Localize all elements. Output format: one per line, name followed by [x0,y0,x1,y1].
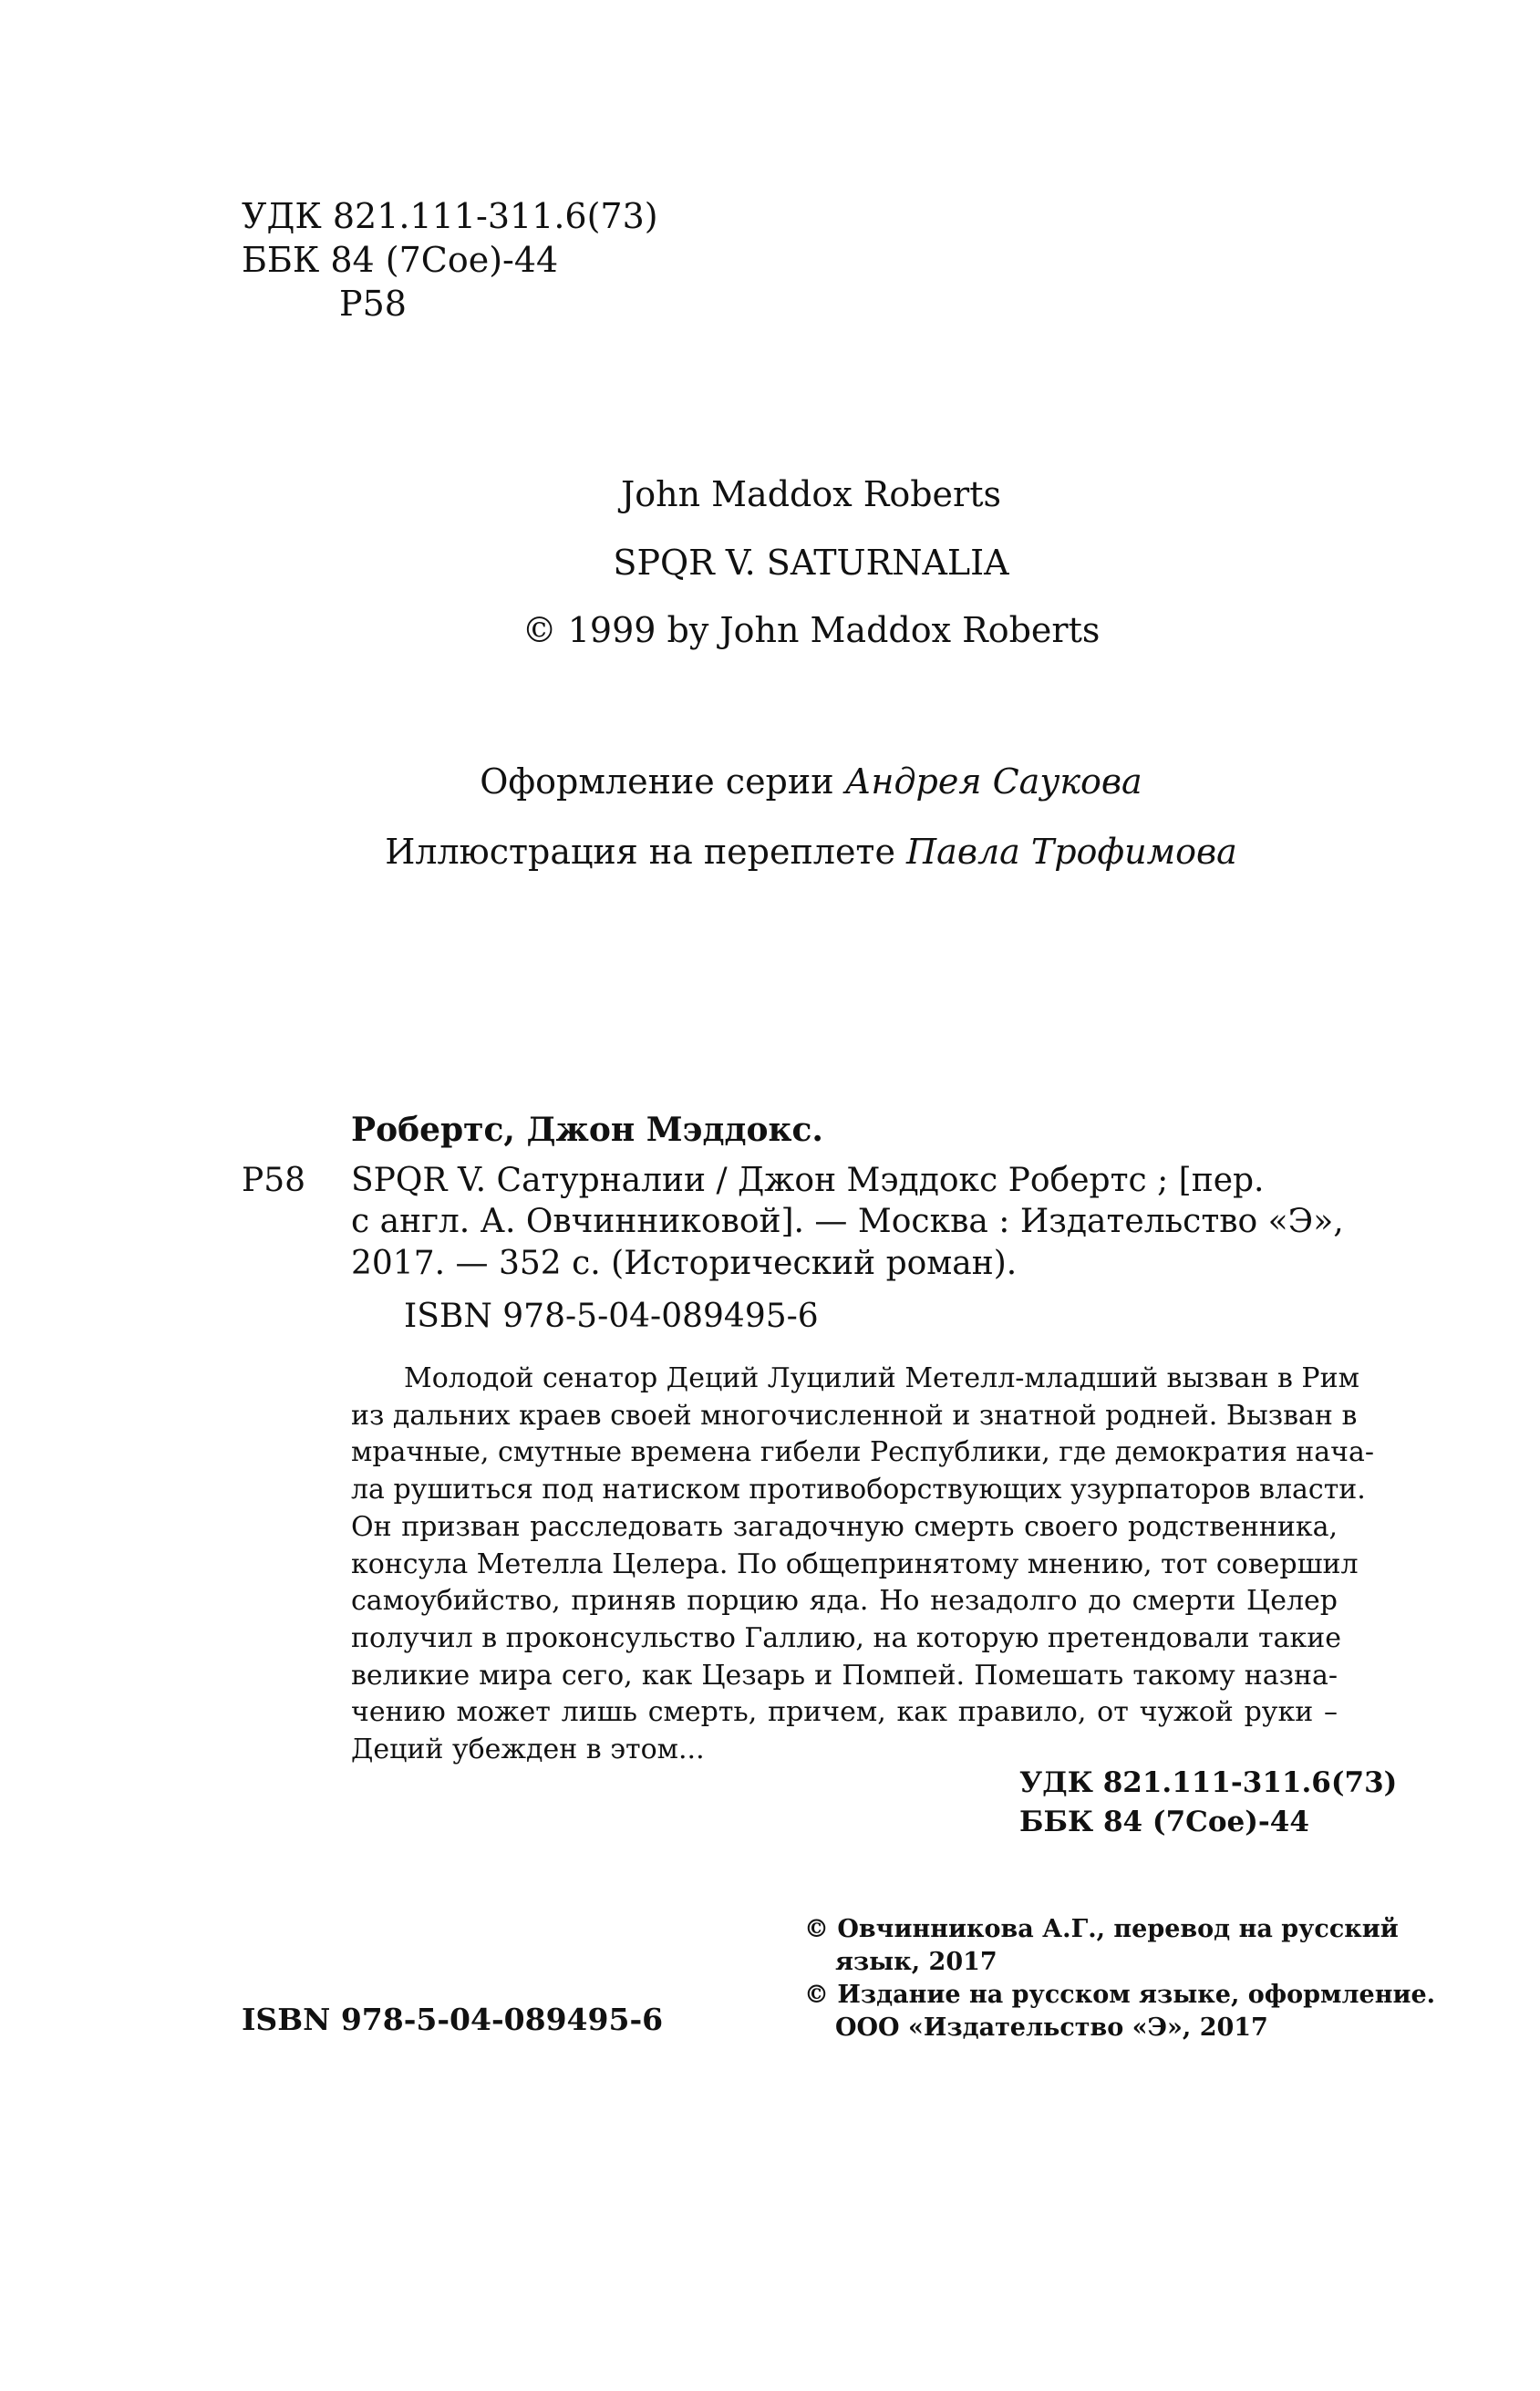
original-author: John Maddox Roberts [621,474,1001,514]
udk-code-bottom: УДК 821.111-311.6(73) [1019,1766,1398,1799]
original-copyright: © 1999 by John Maddox Roberts [522,610,1101,650]
bibliographic-code: Р58 [242,1162,306,1199]
translation-copyright: © Овчинникова А.Г., перевод на русский [804,1915,1399,1943]
annotation-line: консула Метелла Целера. По общепринятому мнению, тот совершил [351,1547,1359,1580]
bibliographic-line: SPQR V. Сатурналии / Джон Мэддокс Робертс ; [пер. [351,1162,1265,1199]
translation-copyright: язык, 2017 [835,1948,997,1976]
series-design-credit [0,761,1540,802]
bibliographic-line: с англ. А. Овчинниковой]. — Москва : Издательство «Э», [351,1203,1344,1240]
cover-illustration-label: Иллюстрация на переплете [385,832,895,872]
bibliographic-line: 2017. — 352 с. (Исторический роман). [351,1245,1018,1282]
bbk-code-bottom: ББК 84 (7Сое)-44 [1019,1806,1309,1838]
cover-illustration-credit [0,832,1540,872]
bibliographic-author: Робертс, Джон Мэддокс. [351,1111,823,1149]
annotation-line: великие мира сего, как Цезарь и Помпей. Помешать такому назна- [351,1659,1338,1692]
isbn-bottom: ISBN 978-5-04-089495-6 [242,2002,664,2037]
udk-code: УДК 821.111-311.6(73) [242,196,658,236]
edition-copyright: ООО «Издательство «Э», 2017 [835,2013,1268,2042]
series-design-label: Оформление серии [480,761,834,802]
bbk-code: ББК 84 (7Сое)-44 [242,240,559,280]
annotation-line: чению может лишь смерть, причем, как правило, от чужой руки – [351,1696,1338,1729]
bibliographic-isbn: ISBN 978-5-04-089495-6 [404,1298,819,1335]
annotation-line: самоубийство, приняв порцию яда. Но незадолго до смерти Целер [351,1585,1338,1618]
annotation-line: Молодой сенатор Деций Луцилий Метелл-младший вызван в Рим [404,1362,1359,1394]
author-sign-code: Р58 [339,284,407,324]
annotation-line: Он призван расследовать загадочную смерть своего родственника, [351,1510,1338,1543]
annotation-line: мрачные, смутные времена гибели Республики, где демократия нача- [351,1436,1375,1469]
series-design-name: Андрея Саукова [844,761,1142,802]
annotation-paragraph [351,1361,1375,1769]
cover-illustration-name: Павла Трофимова [906,832,1237,872]
original-title: SPQR V. SATURNALIA [613,543,1009,583]
edition-copyright: © Издание на русском языке, оформление. [804,1981,1436,2009]
annotation-line: получил в проконсульство Галлию, на которую претендовали такие [351,1621,1342,1654]
annotation-line: Деций убежден в этом... [351,1734,705,1766]
annotation-line: ла рушиться под натиском противоборствующих узурпаторов власти. [351,1474,1366,1506]
annotation-line: из дальних краев своей многочисленной и знатной родней. Вызван в [351,1399,1358,1432]
